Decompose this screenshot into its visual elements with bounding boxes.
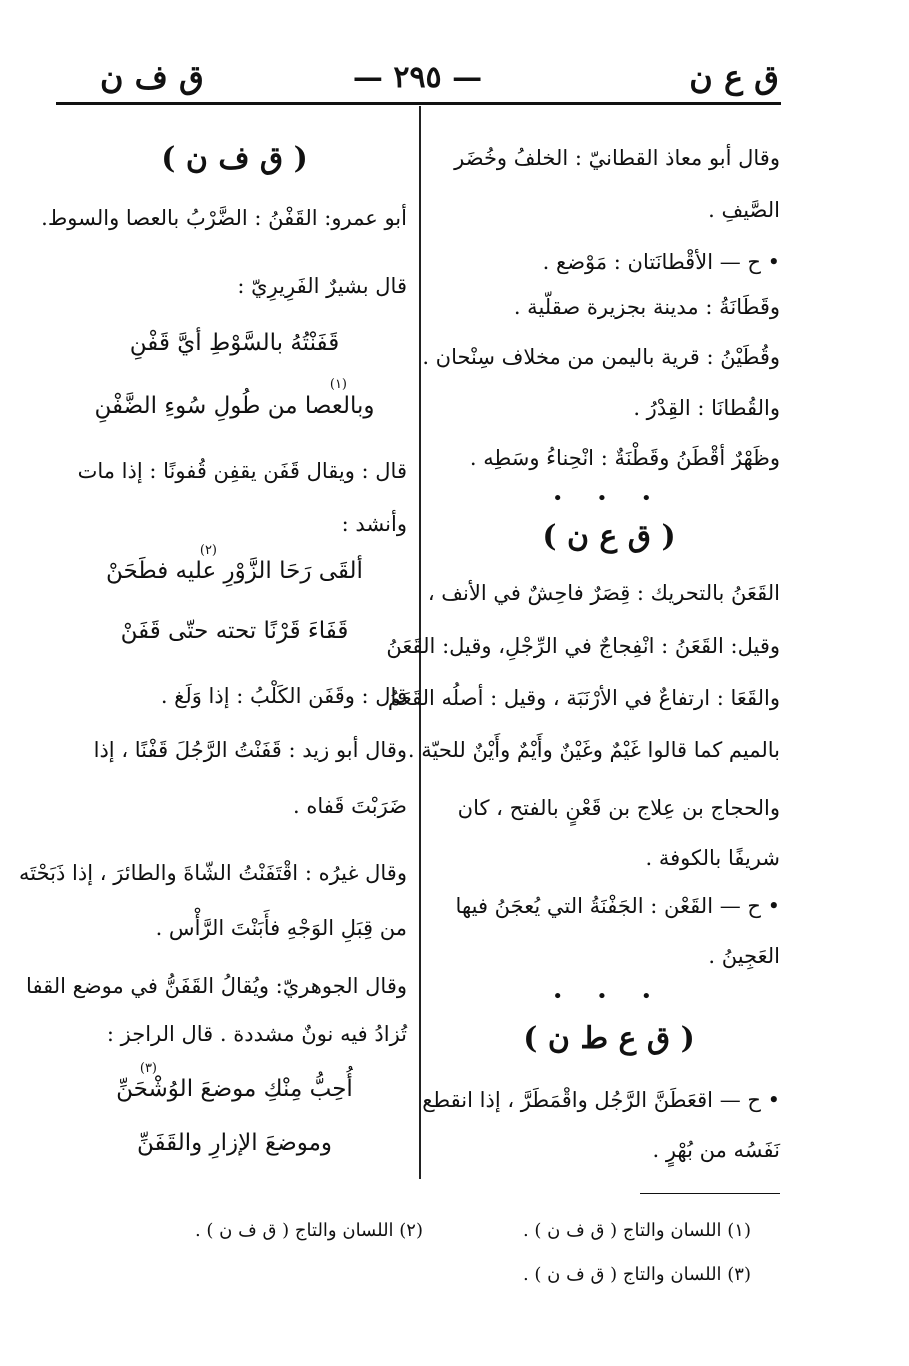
running-head-left: ق ف ن (100, 58, 204, 96)
text-line: قال : وقَفَن الكَلْبُ : إذا وَلَغ . (160, 684, 407, 708)
running-head-right: ق ع ن (689, 58, 779, 96)
verse-line: وموضعَ الإزارِ والقَفَنِّ (136, 1130, 333, 1156)
text-line: وأنشد : (341, 512, 407, 536)
text-line: • ح — القَعْن : الجَفْنَةُ التي يُعجَنُ فيها (455, 894, 780, 918)
text-line: وقُطَيْنُ : قرية باليمن من مخلاف سِنْحان . (422, 345, 780, 369)
footnote-marker: (٢) (199, 543, 217, 558)
entry-title: ( ق ف ن ) (161, 141, 308, 176)
text-line: وقيل: القَعَنُ : انْفِجاجٌ في الرِّجْلِ، وقيل: القَعَنُ (386, 634, 780, 658)
footnote: (٢) اللسان والتاج ( ق ف ن ) . (194, 1220, 423, 1241)
verse-line: أُحِبُّ مِنْكِ موضعَ الوُشْحَنِّ (116, 1076, 353, 1102)
verse-line: ألقَى رَحَا الزَّوْرِ عليه فطَحَنْ (106, 558, 363, 584)
section-separator: • • • (552, 488, 666, 509)
header-rule (56, 102, 781, 105)
text-line: وقال غيرُه : اقْتَفَنْتُ الشّاةَ والطائرَ ، إذا ذَبَحْتَه (19, 861, 407, 885)
text-line: وقال الجوهريّ: ويُقالُ القَفَنُّ في موضع القفا (26, 974, 407, 998)
footnote-marker: (٣) (139, 1061, 157, 1076)
text-line: والحجاج بن عِلاج بن قَعْنٍ بالفتح ، كان (457, 796, 780, 820)
text-line: أبو عمرو: القَفْنُ : الضَّرْبُ بالعصا والسوط. (41, 206, 407, 230)
text-line: والقُطانَا : القِدْرُ . (633, 396, 780, 420)
text-line: وقَطَانَةُ : مدينة بجزيرة صقلّية . (513, 295, 780, 319)
text-line: القَعَنُ بالتحريك : قِصَرٌ فاحِشٌ في الأنف ، (427, 581, 780, 605)
page-header (56, 52, 779, 102)
text-line: • ح — اقعَطَنَّ الرَّجُل واقْمَطَرَّ ، إذا انقطع (422, 1088, 780, 1112)
text-line: بالميم كما قالوا غَيْمٌ وغَيْنٌ وأَيْمٌ وأَيْنٌ للحيّة . (407, 738, 780, 762)
footnote-marker: (١) (329, 377, 347, 392)
text-line: الصَّيفِ . (708, 198, 780, 222)
page-number: — ٢٩٥ — (352, 60, 483, 95)
text-line: من قِبَلِ الوَجْهِ فأَبَنْتَ الرَّأْس . (155, 916, 407, 940)
footnote: (٣) اللسان والتاج ( ق ف ن ) . (522, 1264, 751, 1285)
entry-title: ( ق ع ط ن ) (523, 1021, 695, 1056)
text-line: قال بشيرٌ الفَرِيرِيّ : (237, 274, 407, 298)
verse-line: وبالعصا من طُولِ سُوءِ الضَّفْنِ (94, 393, 375, 419)
text-line: قال : ويقال قَفَن يقفِن قُفونًا : إذا مات (77, 459, 407, 483)
footnote: (١) اللسان والتاج ( ق ف ن ) . (522, 1220, 751, 1241)
verse-line: قَفَنْتُهُ بالسَّوْطِ أيَّ قَفْنِ (129, 330, 340, 356)
text-line: وظَهْرٌ أقْطَنُ وقَطْنَةٌ : انْحِناءُ وسَطِه . (469, 446, 780, 470)
entry-title: ( ق ع ن ) (542, 519, 676, 554)
footnote-rule (640, 1193, 780, 1194)
text-line: العَجِينُ . (708, 944, 780, 968)
text-line: تُزادُ فيه نونٌ مشددة . قال الراجز : (106, 1022, 407, 1046)
text-line: ضَرَبْتَ قَفاه . (293, 794, 407, 818)
text-line: والقَعَا : ارتفاعٌ في الأرْنَبَة ، وقيل : أصلُه القَعَمُ (387, 686, 780, 710)
text-line: • ح — الأقْطانَتان : مَوْضع . (542, 250, 780, 274)
text-line: شريفًا بالكوفة . (645, 846, 780, 870)
verse-line: قَفَاءَ قَرْنًا تحته حتّى قَفَنْ (120, 618, 349, 644)
text-line: وقال أبو زيد : قَفَنْتُ الرَّجُلَ قَفْنًا ، إذا (93, 738, 407, 762)
section-separator: • • • (552, 986, 666, 1007)
text-line: وقال أبو معاذ القطانيّ : الخلفُ وخُضَر (454, 146, 780, 170)
text-line: نَفَسُه من بُهْرٍ . (652, 1138, 780, 1162)
